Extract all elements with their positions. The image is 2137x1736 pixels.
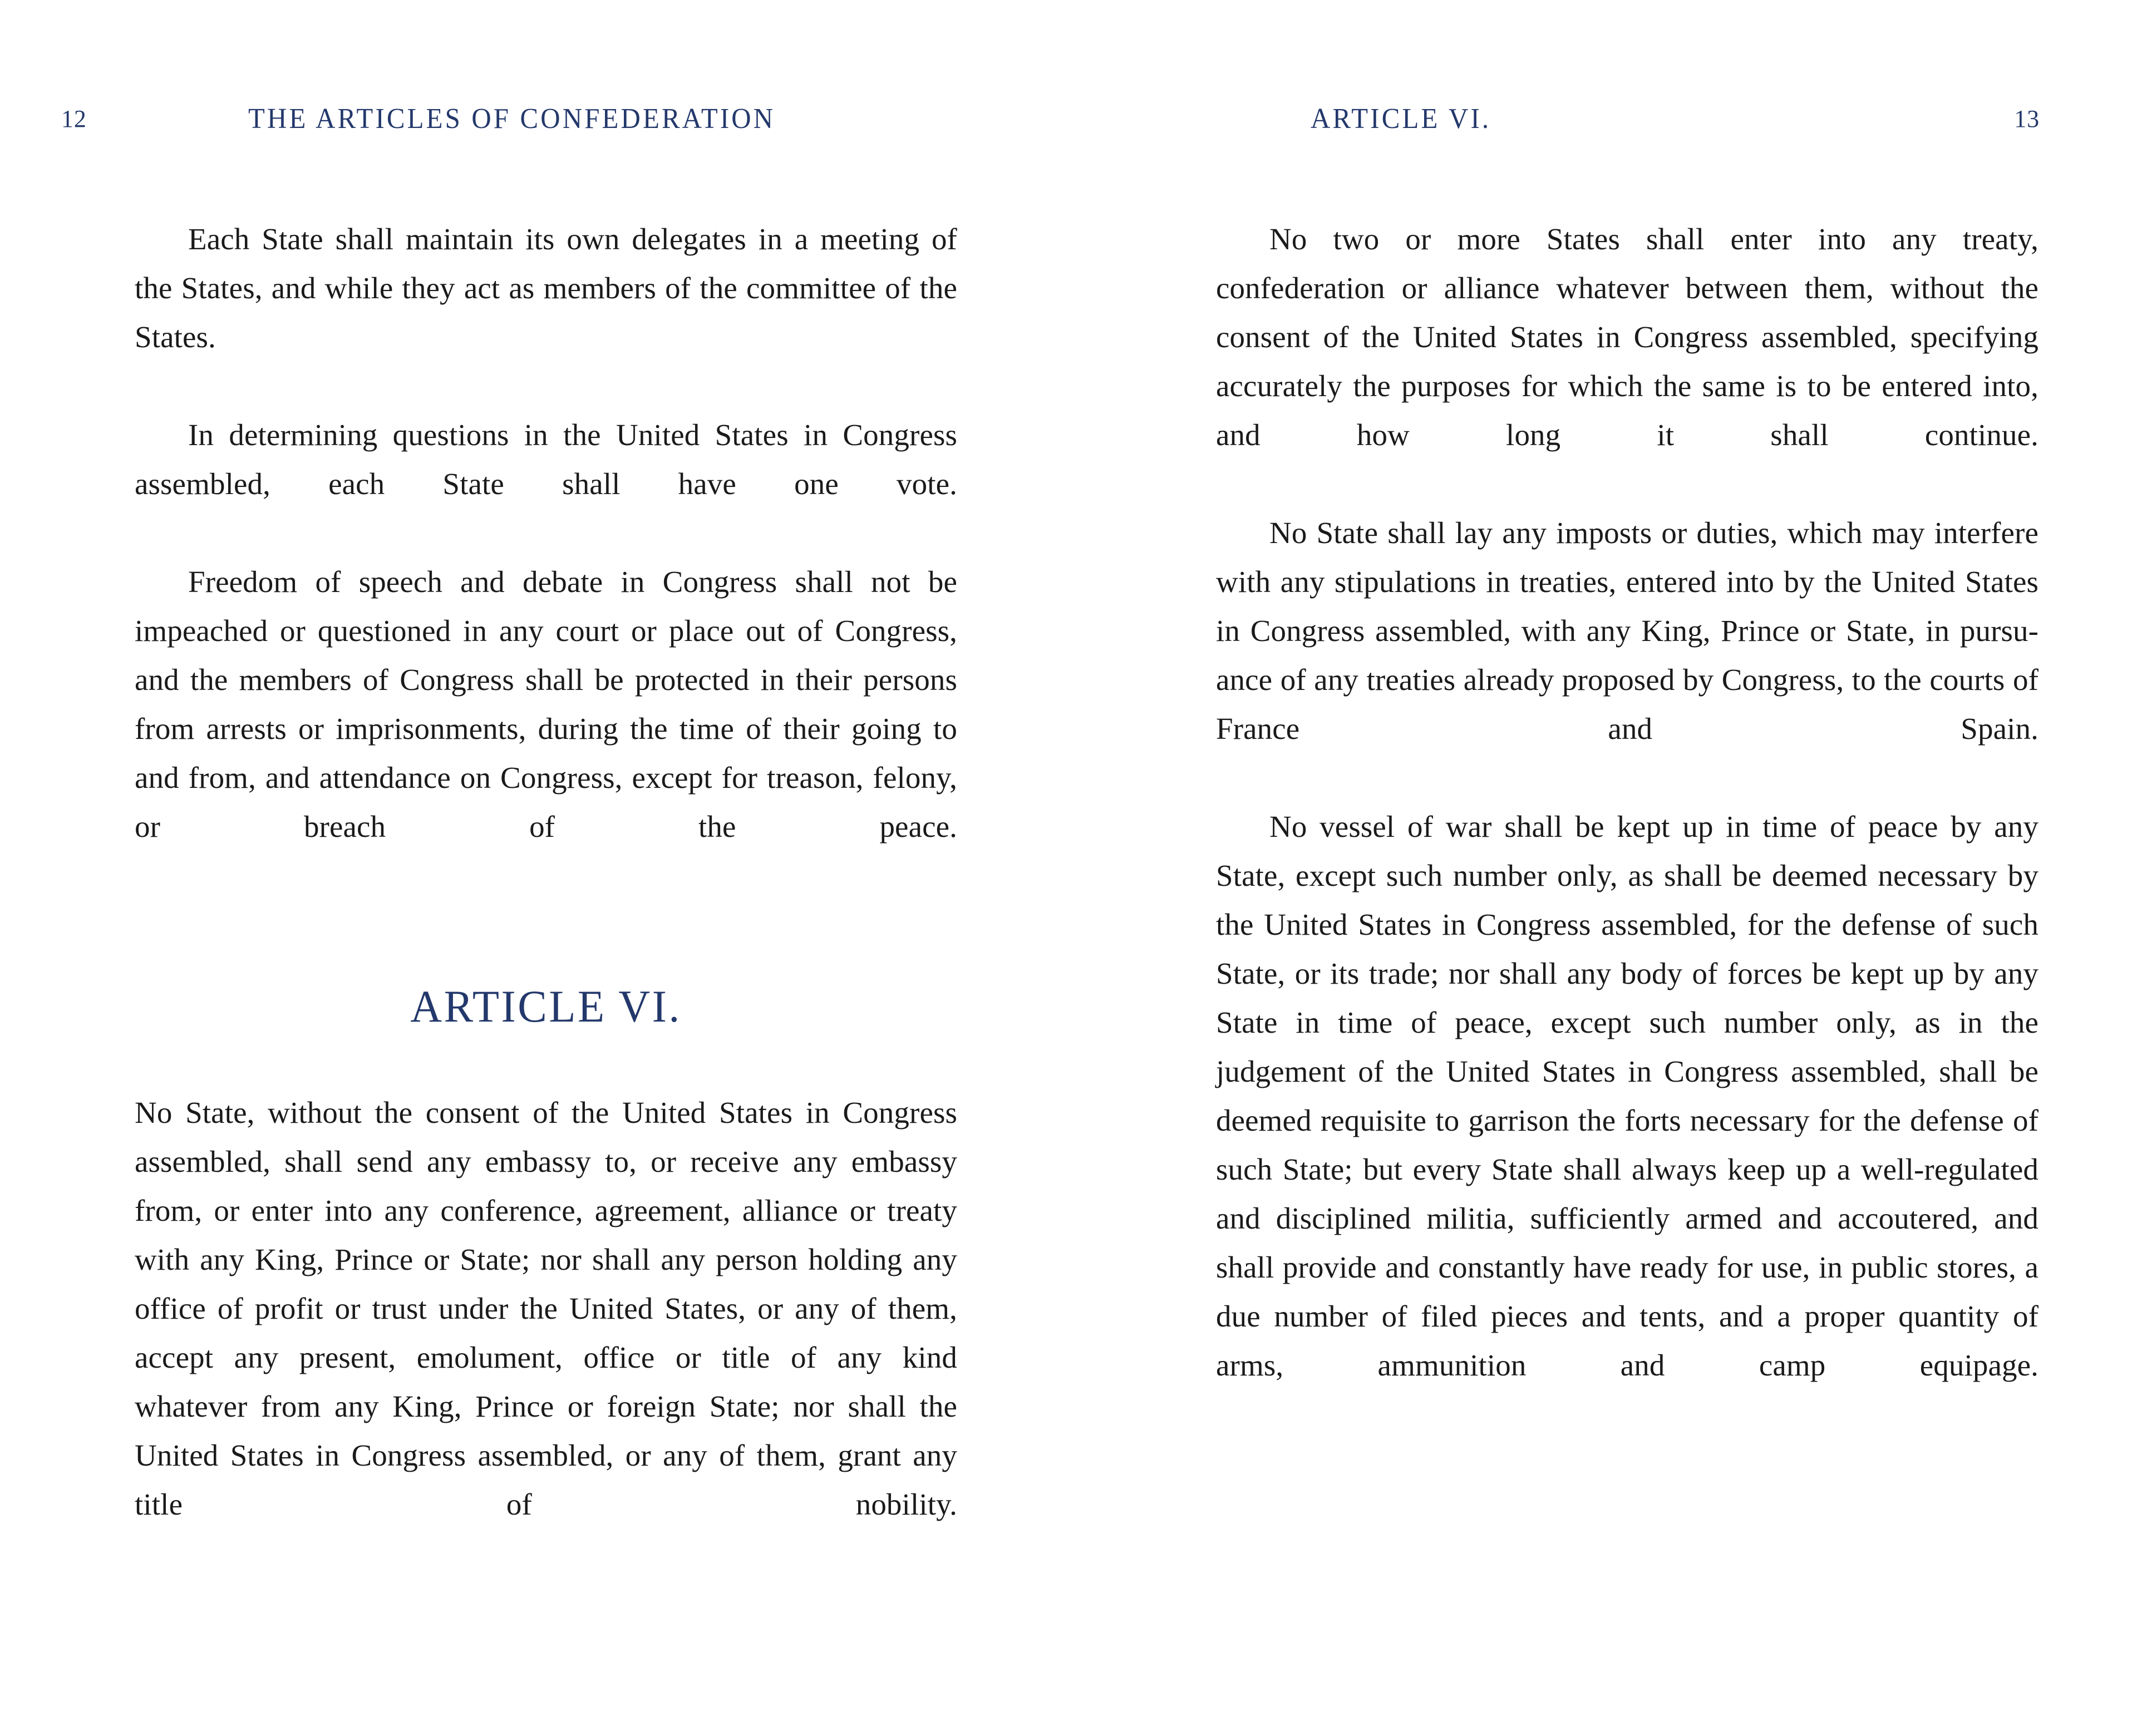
article-heading: ARTICLE VI. xyxy=(410,981,682,1032)
paragraph: No vessel of war shall be kept up in time of peace by any State, except such number only, as shall be deemed necessary by the United States in Congress assembled, for the defense of such State, or its trade; nor shall any body of forces be kept up by any State in time of peace, except such number only, as in the judgement of the United States in Congress assembled, shall be deemed requisite to garrison the forts necessary for the defense of such State; but every State shall always keep up a well-regulated and disciplined militia, sufficiently armed and accoutered, and shall provide and constantly have ready for use, in public stores, a due number of filed pieces and tents, and a proper quantity of arms, ammunition and camp equipage. xyxy=(1216,810,2038,1382)
paragraph: Freedom of speech and debate in Congress shall not be impeached or questioned in any court or place out of Congress, and the members of Congress shall be protected in their persons from arrests or imprisonments, during the time of their going to and from, and attendance on Congress, except for treason, felony, or breach of the peace. xyxy=(135,565,957,844)
text-column-left xyxy=(135,215,957,1578)
running-head-verso xyxy=(61,99,963,139)
paragraph: Each State shall maintain its own delegates in a meeting of the States, and while they act as members of the committee of the States. xyxy=(135,222,957,354)
running-head-title-recto: ARTICLE VI. xyxy=(1311,103,1491,135)
page-folio-verso: 12 xyxy=(61,105,87,132)
running-head-recto xyxy=(1216,99,2040,139)
text-column-right xyxy=(1216,215,2038,1439)
running-head-title-verso: THE ARTICLES OF CONFEDERATION xyxy=(248,103,775,135)
paragraph: In determining questions in the United States in Congress assembled, each State shall have one vote. xyxy=(135,418,957,501)
page-folio-recto: 13 xyxy=(2014,105,2040,132)
paragraph: No State shall lay any imposts or duties, which may interfere with any stipulations in treaties, entered into by the United States in Congress assembled, with any King, Prince or State, in pursuance of any treaties already proposed by Congress, to the courts of France and Spain. xyxy=(1216,516,2038,746)
paragraph: No two or more States shall enter into any treaty, confederation or alliance whatever between them, without the consent of the United States in Congress assembled, specifying accurately the purposes for which the same is to be entered into, and how long it shall continue. xyxy=(1216,222,2038,452)
paragraph: No State, without the consent of the United States in Congress assembled, shall send any embassy to, or receive any embassy from, or enter into any conference, agreement, alliance or treaty with any King, Prince or State; nor shall any person holding any office of profit or trust under the United States, or any of them, accept any present, emolument, office or title of any kind whatever from any King, Prince or foreign State; nor shall the United States in Congress assembled, or any of them, grant any title of nobility. xyxy=(135,1096,957,1521)
